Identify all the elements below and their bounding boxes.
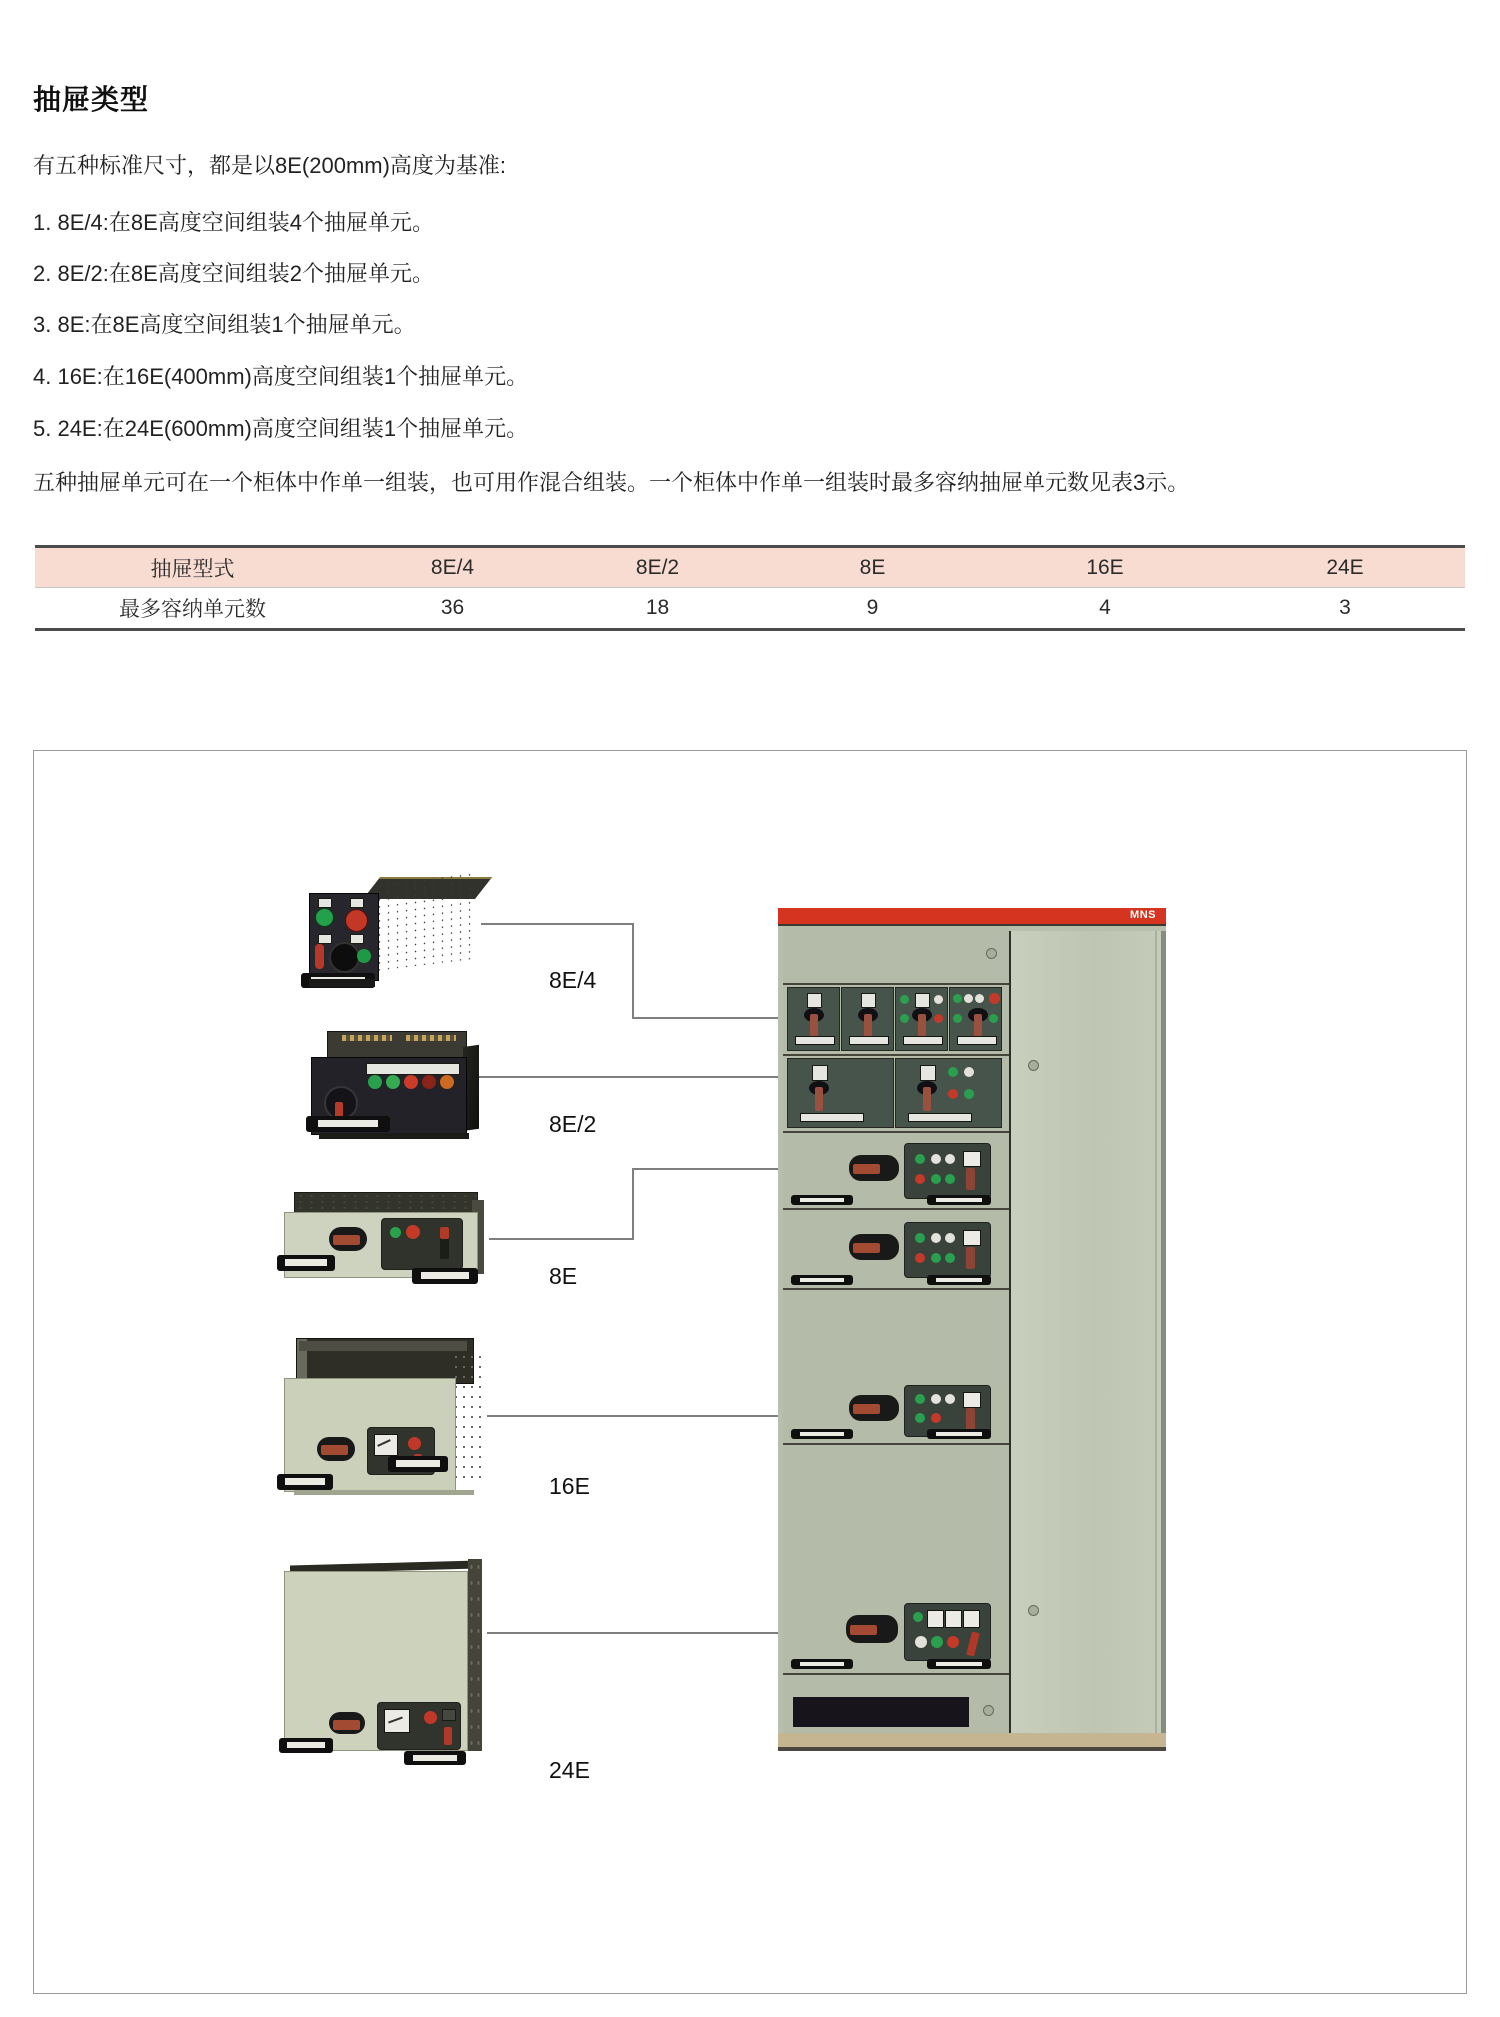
- drawer-handle: [279, 1738, 333, 1753]
- drawer-8e2-photo: [311, 1031, 479, 1145]
- drawer-unit: [895, 1058, 1002, 1128]
- drawer-24e-photo: [284, 1559, 484, 1761]
- connector-line: [632, 1017, 780, 1019]
- control-panel: [381, 1218, 463, 1270]
- list-item-4: 4. 16E:在16E(400mm)高度空间组装1个抽屉单元。: [33, 364, 529, 389]
- unit-handle: [927, 1275, 991, 1285]
- control-panel: [904, 1222, 991, 1278]
- drawer-handle: [306, 1116, 390, 1132]
- list-item-5: 5. 24E:在24E(600mm)高度空间组装1个抽屉单元。: [33, 416, 529, 441]
- header-cell-8e: 8E: [859, 555, 886, 579]
- cabinet-row-8e-b: [783, 1208, 1009, 1288]
- list-item-3: 3. 8E:在8E高度空间组装1个抽屉单元。: [33, 312, 416, 337]
- page-title: 抽屉类型: [33, 84, 150, 115]
- drawer-side-face: [468, 1559, 482, 1751]
- unit-handle: [927, 1659, 991, 1669]
- value-24e: 3: [1339, 596, 1351, 619]
- connector-line: [489, 1238, 634, 1240]
- rotary-switch: [849, 1155, 899, 1181]
- unit-handle: [791, 1659, 853, 1669]
- connector-line: [481, 923, 634, 925]
- cabinet-drawer-column: [783, 926, 1009, 1735]
- unit-handle: [791, 1429, 853, 1439]
- value-16e: 4: [1099, 596, 1111, 619]
- table-header-row: [35, 548, 1465, 587]
- cabinet-photo: [778, 908, 1166, 1751]
- drawer-front-face: [284, 1378, 456, 1492]
- rotary-switch: [849, 1234, 899, 1260]
- unit-handle: [791, 1275, 853, 1285]
- drawer-capacity-table: [35, 545, 1465, 631]
- header-cell-8e4: 8E/4: [430, 555, 475, 579]
- drawer-8e4-photo: [309, 877, 481, 997]
- drawer-unit: [949, 987, 1002, 1051]
- label-8e4: 8E/4: [549, 967, 597, 993]
- drawer-handle: [404, 1751, 466, 1765]
- unit-handle: [791, 1195, 853, 1205]
- label-24e: 24E: [549, 1757, 590, 1783]
- connector-line: [632, 1168, 780, 1170]
- drawer-front-face: [284, 1571, 468, 1751]
- cabinet-side-edge: [1161, 931, 1166, 1735]
- header-cell-8e2: 8E/2: [635, 555, 680, 579]
- drawer-side-face: [452, 1352, 484, 1484]
- cabinet-vent-row: [783, 1673, 1009, 1735]
- header-cell-16e: 16E: [1086, 555, 1124, 579]
- value-8e2: 18: [645, 596, 670, 619]
- label-8e: 8E: [549, 1263, 578, 1289]
- drawer-handle: [388, 1456, 448, 1472]
- drawer-unit: [787, 1058, 894, 1128]
- connector-line: [632, 1168, 634, 1240]
- cabinet-body: [778, 924, 1166, 1733]
- drawer-side-face: [375, 870, 477, 971]
- drawer-16e-photo: [284, 1338, 484, 1508]
- cabinet-section-16e: [783, 1288, 1009, 1443]
- unit-handle: [927, 1429, 991, 1439]
- cabinet-door: [1009, 931, 1161, 1735]
- value-8e4: 36: [440, 596, 465, 619]
- drawer-unit: [895, 987, 948, 1051]
- summary-text: 五种抽屉单元可在一个柜体中作单一组装，也可用作混合组装。一个柜体中作单一组装时最多容纳抽屉单元数见表3示。: [33, 470, 1190, 495]
- rotary-switch: [849, 1395, 899, 1421]
- drawer-front-face: [311, 1057, 467, 1135]
- rotary-switch: [329, 1227, 367, 1251]
- cabinet-row-8e4: [783, 983, 1009, 1054]
- connector-line: [487, 1632, 780, 1634]
- cabinet-top-strip: [783, 926, 1009, 983]
- header-cell-24e: 24E: [1326, 555, 1364, 579]
- cabinet-row-8e-a: [783, 1131, 1009, 1208]
- vent-slot: [793, 1697, 969, 1727]
- table-data-row: [35, 588, 1465, 628]
- cabinet-red-band: [778, 908, 1166, 924]
- cabinet-row-8e2: [783, 1054, 1009, 1131]
- label-16e: 16E: [549, 1473, 590, 1499]
- control-panel: [904, 1603, 991, 1661]
- drawer-handle: [277, 1255, 335, 1271]
- cabinet-base: [778, 1733, 1166, 1751]
- cabinet-logo: MNS: [1130, 909, 1156, 921]
- control-panel: [377, 1702, 461, 1750]
- value-8e: 9: [866, 596, 879, 619]
- list-item-2: 2. 8E/2:在8E高度空间组装2个抽屉单元。: [33, 261, 434, 286]
- unit-handle: [927, 1195, 991, 1205]
- rotary-switch: [329, 1712, 365, 1734]
- row-label: 最多容纳单元数: [119, 598, 266, 621]
- drawer-unit: [787, 987, 840, 1051]
- drawer-handle: [412, 1268, 478, 1284]
- control-panel: [904, 1143, 991, 1199]
- drawer-types-figure: [33, 750, 1467, 1994]
- cabinet-section-24e: [783, 1443, 1009, 1673]
- table-bottom-border: [35, 628, 1465, 631]
- label-8e2: 8E/2: [549, 1111, 597, 1137]
- header-cell-type: 抽屉型式: [150, 557, 235, 581]
- connector-line: [632, 923, 634, 1019]
- rotary-switch: [846, 1615, 898, 1643]
- drawer-unit: [841, 987, 894, 1051]
- drawer-handle: [277, 1474, 333, 1490]
- red-lever: [315, 944, 324, 969]
- drawer-front-face: [309, 893, 379, 981]
- connector-line: [469, 1076, 780, 1078]
- list-item-1: 1. 8E/4:在8E高度空间组装4个抽屉单元。: [33, 210, 434, 235]
- rotary-switch: [317, 1437, 355, 1461]
- intro-text: 有五种标准尺寸，都是以8E(200mm)高度为基准:: [33, 153, 507, 178]
- connector-line: [487, 1415, 780, 1417]
- drawer-8e-photo: [284, 1192, 484, 1288]
